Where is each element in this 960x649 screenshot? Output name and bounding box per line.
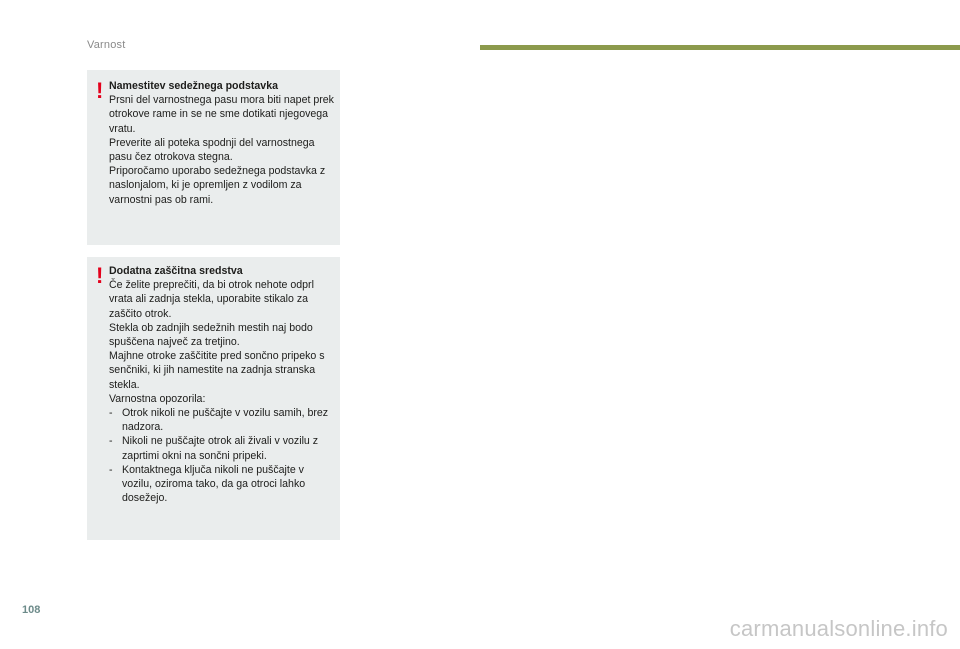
- section-title: Varnost: [87, 39, 126, 51]
- warning-box-additional-protection: [87, 257, 340, 540]
- warning-box-content: [109, 79, 336, 207]
- warning-box-paragraph: Če želite preprečiti, da bi otrok nehote odprl vrata ali zadnja stekla, uporabite stikalo za zaščito otrok.: [109, 279, 314, 320]
- warning-box-title: Dodatna zaščitna sredstva: [109, 265, 243, 277]
- bullet-dash: -: [109, 435, 113, 448]
- warning-exclamation-icon: !: [96, 78, 104, 103]
- warning-box-paragraph: Stekla ob zadnjih sedežnih mestih naj bodo spuščena največ za tretjino.: [109, 321, 313, 349]
- safety-warnings-list: [109, 406, 336, 505]
- list-item-text: Kontaktnega ključa nikoli ne puščajte v vozilu, oziroma tako, da ga otroci lahko dosežejo.: [122, 463, 306, 505]
- page-number: 108: [22, 604, 41, 616]
- bullet-dash: -: [109, 407, 113, 420]
- list-item: [109, 463, 336, 506]
- warning-box-content: [109, 264, 336, 505]
- watermark: carmanualsonline.info: [729, 616, 948, 641]
- warning-box-paragraph: Varnostna opozorila:: [109, 392, 206, 405]
- header-accent-bar: [480, 45, 960, 50]
- list-item: [109, 434, 336, 462]
- warning-box-paragraph: Majhne otroke zaščitite pred sončno pripeko s senčniki, ki jih namestite na zadnja stranska stekla.: [109, 350, 325, 391]
- list-item: [109, 406, 336, 434]
- warning-box-paragraph: Prsni del varnostnega pasu mora biti napet prek otrokove rame in se ne sme dotikati njegovega vratu.: [109, 94, 334, 135]
- warning-box-title: Namestitev sedežnega podstavka: [109, 80, 278, 92]
- warning-box-paragraph: Preverite ali poteka spodnji del varnostnega pasu čez otrokova stegna.: [109, 136, 315, 164]
- bullet-dash: -: [109, 463, 113, 476]
- warning-box-paragraph: Priporočamo uporabo sedežnega podstavka z naslonjalom, ki je opremljen z vodilom za varnostni pas ob rami.: [109, 165, 326, 206]
- list-item-text: Nikoli ne puščajte otrok ali živali v vozilu z zaprtimi okni na sončni pripeki.: [122, 435, 319, 462]
- warning-box-booster-seat: [87, 70, 340, 245]
- warning-exclamation-icon: !: [96, 263, 104, 288]
- list-item-text: Otrok nikoli ne puščajte v vozilu samih, brez nadzora.: [122, 407, 329, 434]
